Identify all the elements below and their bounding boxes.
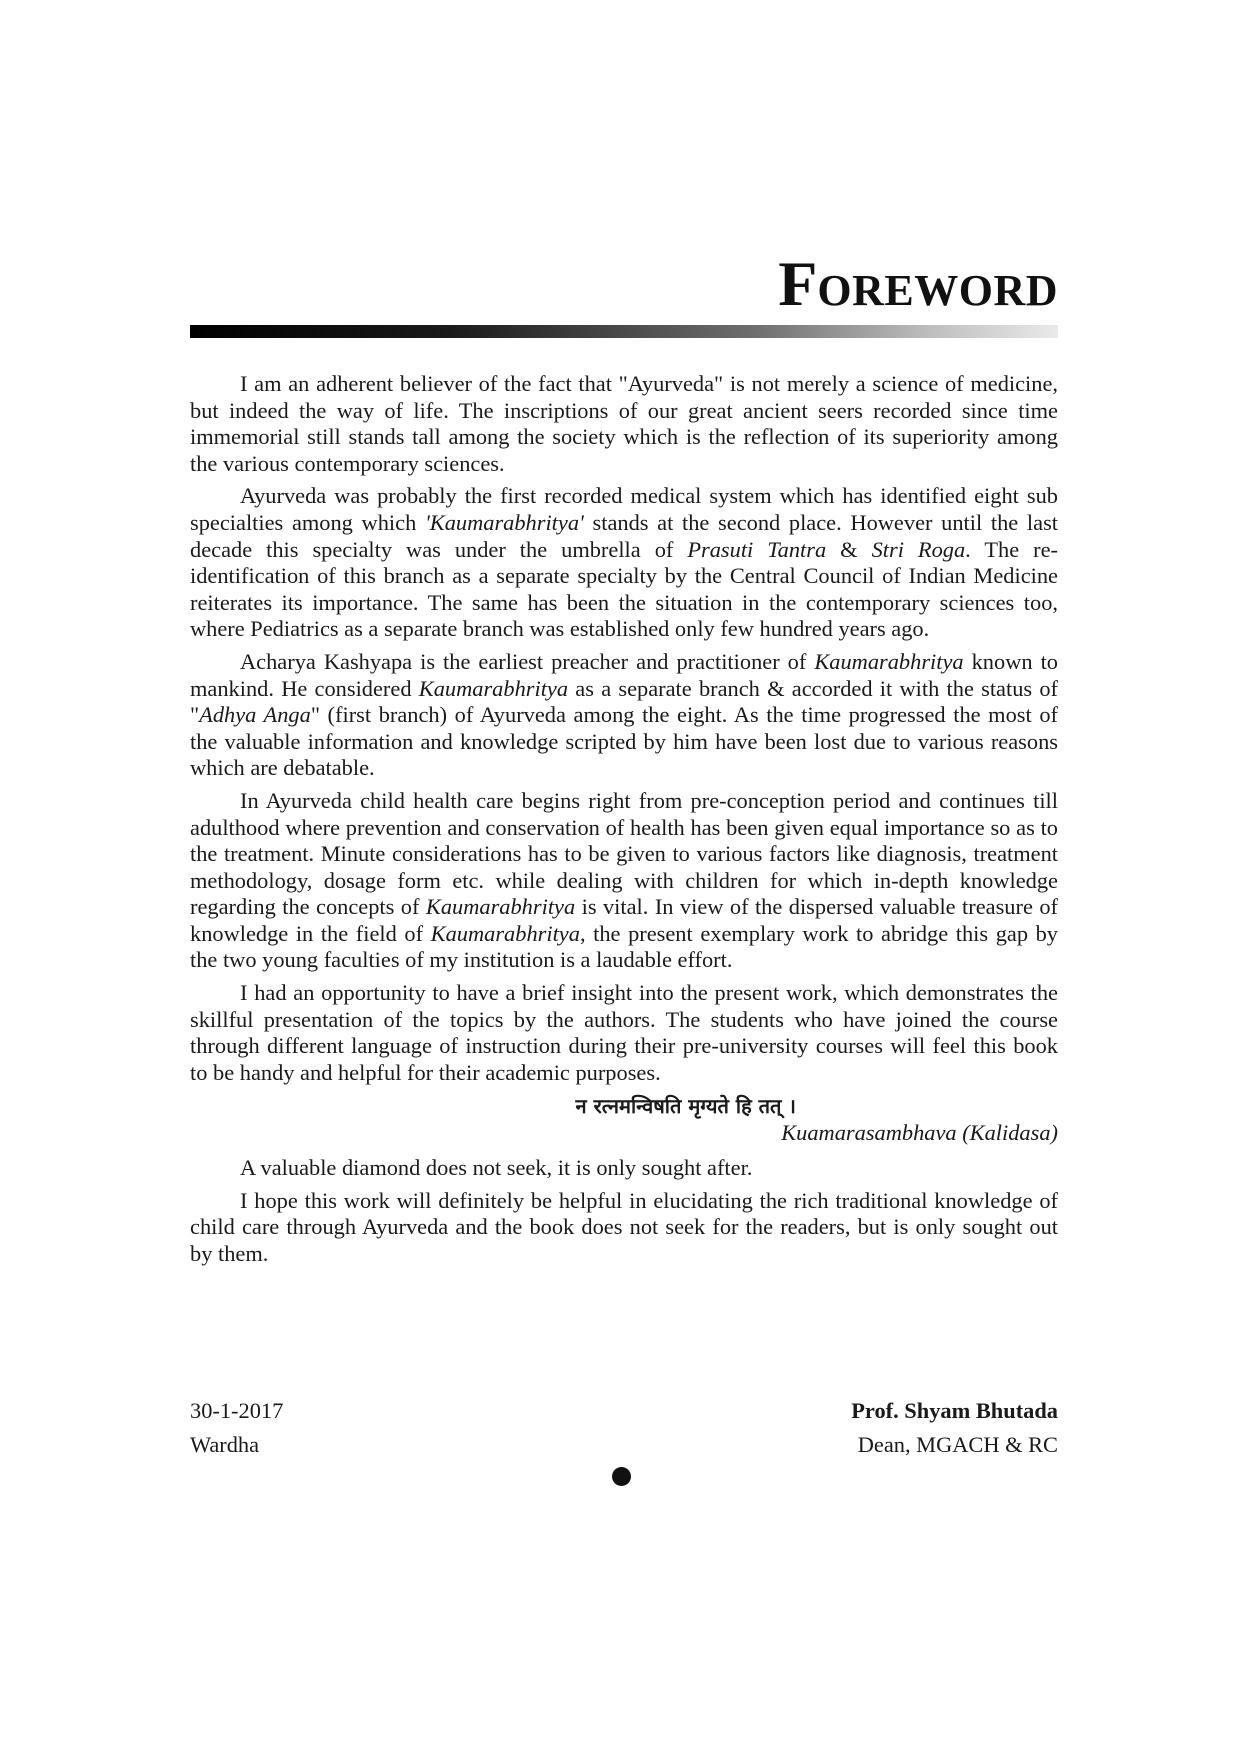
page-title [190,248,1058,319]
paragraph-2 [190,483,1058,643]
paragraph-2-text: Ayurveda was probably the first recorded medical system which has identified eight sub specialties among which [190,483,1058,535]
term-kaumarabhritya: Kaumarabhritya [418,675,569,701]
paragraph-3-text: as a separate branch & accorded it with the status of " [190,675,1059,728]
date: 30-1-2017 [190,1398,284,1423]
end-bullet-icon [612,1467,631,1486]
term-kaumarabhritya: 'Kaumarabhritya' [424,509,584,535]
paragraph-3-text: " (first branch) of Ayurveda among the eight. As the time progressed the most of the valuable information and knowledge scripted by him have been lost due to various reasons which are debatable. [190,702,1058,781]
paragraph-3-text: Acharya Kashyapa is the earliest preacher and practitioner of [240,648,815,674]
term-stri-roga: Stri Roga [871,536,966,562]
author-name: Prof. Shyam Bhutada [851,1398,1058,1423]
place: Wardha [190,1432,260,1457]
paragraph-4-text: In Ayurveda child health care begins right from pre-conception period and continues till adulthood where prevention and conservation of health has been given equal importance so as to the treatment. Minute considerations has to be given to various factors like diagnosis, treatment methodology, dosage form etc. while dealing with children for which in-depth knowledge regarding the concepts of [190,787,1058,920]
term-prasuti-tantra: Prasuti Tantra [687,536,827,562]
foreword-body [190,371,1058,1273]
quote-source: Kuamarasambhava (Kalidasa) [781,1120,1058,1146]
term-kaumarabhritya: Kaumarabhritya [430,920,580,946]
paragraph-3 [190,649,1058,782]
paragraph-4 [190,788,1058,974]
author-designation: Dean, MGACH & RC [857,1432,1058,1457]
closing-paragraph: I hope this work will definitely be helpful in elucidating the rich traditional knowledge of child care through Ayurveda and the book does not seek for the readers, but is only sought out by them. [190,1187,1058,1266]
term-kaumarabhritya: Kaumarabhritya [814,648,964,674]
paragraph-3-text: known to mankind. He considered [190,648,1058,701]
paragraph-2-text: . The re-identification of this branch as a separate specialty by the Central Council of Indian Medicine reiterates its importance. The same has been the situation in the contemporary sciences too, where Pediatrics as a separate branch was established only few hundred years ago. [190,536,1058,642]
paragraph-5: I had an opportunity to have a brief insight into the present work, which demonstrates the skillful presentation of the topics by the authors. The students who have joined the course through different language of instruction during their pre-university courses will feel this book to be handy and helpful for their academic purposes. [190,980,1058,1085]
paragraph-4-text: is vital. In view of the dispersed valuable treasure of knowledge in the field of [190,894,1058,946]
sanskrit-quote: न रत्नमन्विषति मृग्यते हि तत् । [575,1094,796,1119]
term-kaumarabhritya: Kaumarabhritya [425,894,576,920]
paragraph-4-text: , the present exemplary work to abridge this gap by the two young faculties of my institution is a laudable effort. [190,920,1059,973]
term-adhya-anga: Adhya Anga [199,702,311,728]
paragraph-1: I am an adherent believer of the fact that "Ayurveda" is not merely a science of medicine, but indeed the way of life. The inscriptions of our great ancient seers recorded since time immemorial still stands tall among the society which is the reflection of its superiority among the various contemporary sciences. [190,371,1058,476]
paragraph-2-text: & [826,536,872,562]
paragraph-2-text: stands at the second place. However until the last decade this specialty was under the umbrella of [190,509,1059,562]
title-first-letter: F [778,248,818,319]
quote-translation: A valuable diamond does not seek, it is only sought after. [240,1155,753,1181]
title-rest: OREWORD [817,266,1058,315]
title-gradient-rule [190,325,1058,338]
